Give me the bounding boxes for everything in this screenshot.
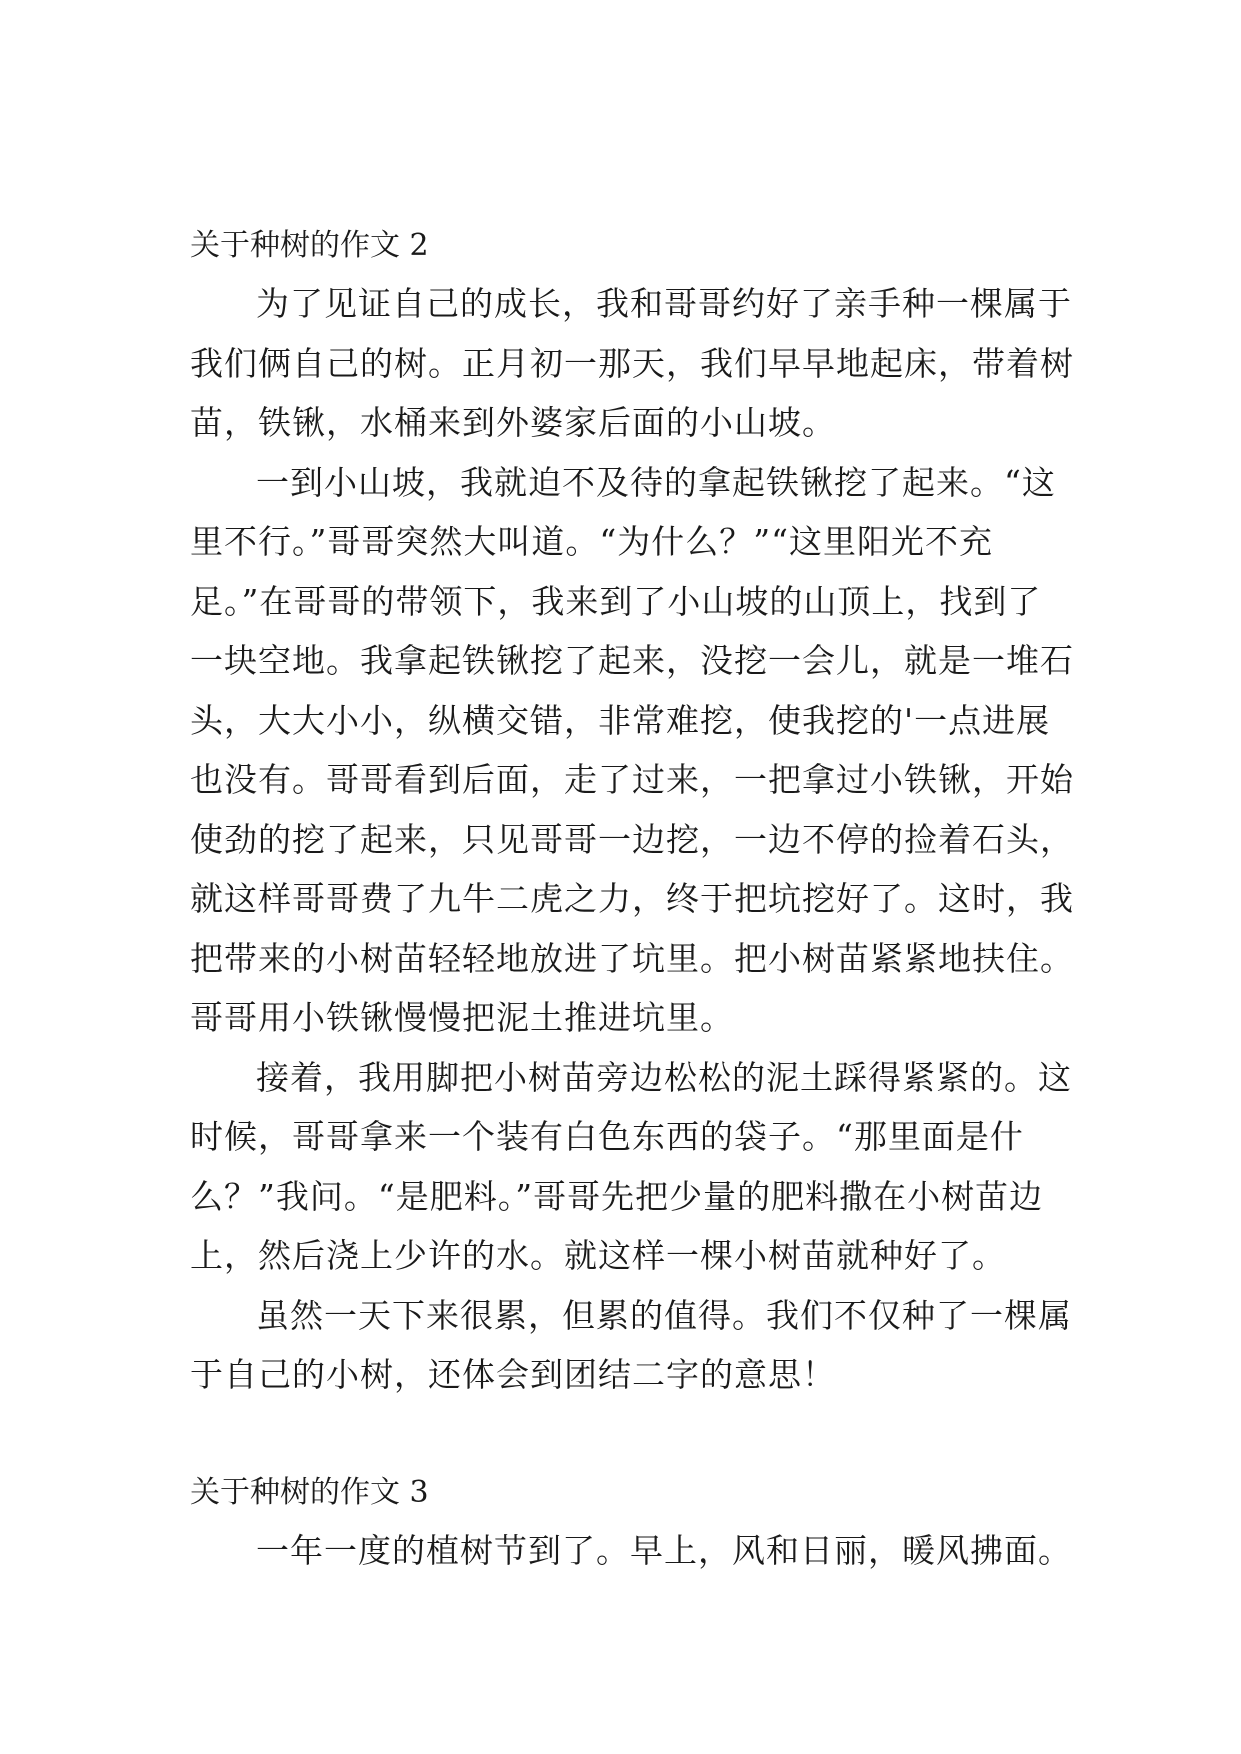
section-gap <box>190 1405 1070 1465</box>
paragraph-line: 使劲的挖了起来，只见哥哥一边挖，一边不停的捡着石头， <box>190 819 1074 859</box>
paragraph-line: 里不行。”哥哥突然大叫道。“为什么？”“这里阳光不充 <box>190 522 993 561</box>
paragraph-line: 么？”我问。“是肥料。”哥哥先把少量的肥料撒在小树苗边 <box>190 1176 1044 1216</box>
paragraph-line: 接着，我用脚把小树苗旁边松松的泥土踩得紧紧的。这 <box>256 1057 1072 1097</box>
paragraph-line: 虽然一天下来很累，但累的值得。我们不仅种了一棵属 <box>256 1295 1072 1335</box>
paragraph-line: 苗，铁锹，水桶来到外婆家后面的小山坡。 <box>190 403 836 442</box>
paragraph-line: 就这样哥哥费了九牛二虎之力，终于把坑挖好了。这时，我 <box>190 879 1074 918</box>
paragraph-line: 也没有。哥哥看到后面，走了过来，一把拿过小铁锹，开始 <box>190 760 1074 799</box>
paragraph-line: 于自己的小树，还体会到团结二字的意思！ <box>190 1355 836 1394</box>
section-title: 关于种树的作文 2 <box>190 228 429 263</box>
paragraph-line: 一年一度的植树节到了。早上，风和日丽，暖风拂面。 <box>256 1530 1072 1570</box>
paragraph-line: 把带来的小树苗轻轻地放进了坑里。把小树苗紧紧地扶住。 <box>190 938 1074 978</box>
paragraph-line: 为了见证自己的成长，我和哥哥约好了亲手种一棵属于 <box>256 284 1072 323</box>
paragraph-line: 头，大大小小，纵横交错，非常难挖，使我挖的'一点进展 <box>190 700 1051 740</box>
section-title: 关于种树的作文 3 <box>190 1474 429 1510</box>
paragraph-line: 一到小山坡，我就迫不及待的拿起铁锹挖了起来。“这 <box>256 462 1056 502</box>
document-body <box>190 218 1074 1580</box>
paragraph-line: 足。”在哥哥的带领下，我来到了小山坡的山顶上，找到了 <box>190 581 1042 621</box>
paragraph-line: 我们俩自己的树。正月初一那天，我们早早地起床，带着树 <box>190 343 1074 383</box>
paragraph-line: 哥哥用小铁锹慢慢把泥土推进坑里。 <box>190 998 734 1037</box>
paragraph-line: 一块空地。我拿起铁锹挖了起来，没挖一会儿，就是一堆石 <box>190 641 1074 680</box>
paragraph-line: 上，然后浇上少许的水。就这样一棵小树苗就种好了。 <box>190 1236 1006 1275</box>
paragraph-line: 时候，哥哥拿来一个装有白色东西的袋子。“那里面是什 <box>190 1117 1024 1156</box>
